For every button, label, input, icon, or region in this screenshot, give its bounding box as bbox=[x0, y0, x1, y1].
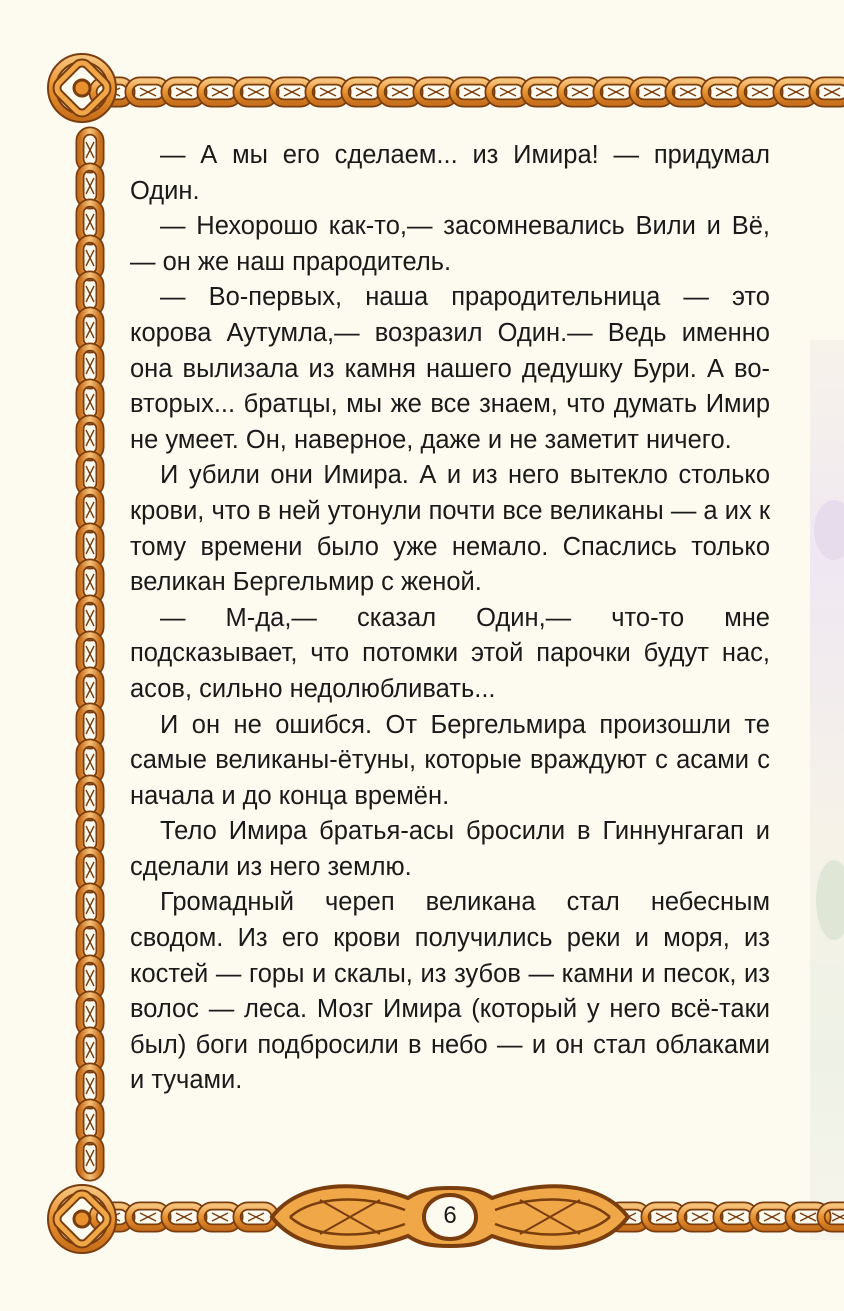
paragraph: — Нехорошо как-то,— засомневались Вили и Вё,— он же наш прародитель. bbox=[130, 212, 770, 276]
paragraph: Громадный череп великана стал небесным сводом. Из его крови получились реки и моря, из костей — горы и скалы, из зубов — камни и песок, из волос — леса. Мозг Имира (который у него всё-таки был) боги подбросили в небо — и он стал облаками и тучами. bbox=[130, 888, 770, 1095]
story-text bbox=[130, 138, 770, 1099]
paragraph: И убили они Имира. А и из него вытекло столько крови, что в ней утонули почти все великаны — а их к тому времени было уже немало. Спаслись только великан Бергельмир с женой. bbox=[130, 461, 770, 597]
paragraph: И он не ошибся. От Бергельмира произошли те самые великаны-ётуны, которые враждуют с асами с начала и до конца времён. bbox=[130, 710, 770, 810]
page-number: 6 bbox=[443, 1202, 457, 1229]
paragraph: — М-да,— сказал Один,— что-то мне подсказывает, что потомки этой парочки будут нас, асов, сильно недолюбливать... bbox=[130, 603, 770, 703]
paragraph: — А мы его сделаем... из Имира! — придумал Один. bbox=[130, 141, 770, 205]
paragraph: — Во-первых, наша прародительница — это корова Аутумла,— возразил Один.— Ведь именно она вылизала из камня нашего дедушку Бури. А во-вторых... братцы, мы же все знаем, что думать Имир не умеет. Он, наверное, даже и не заметит ничего. bbox=[130, 283, 770, 454]
celtic-knot-corner-icon bbox=[52, 1189, 112, 1249]
celtic-knot-corner-icon bbox=[52, 58, 112, 118]
paragraph: Тело Имира братья-асы бросили в Гиннунгагап и сделали из него землю. bbox=[130, 817, 770, 881]
